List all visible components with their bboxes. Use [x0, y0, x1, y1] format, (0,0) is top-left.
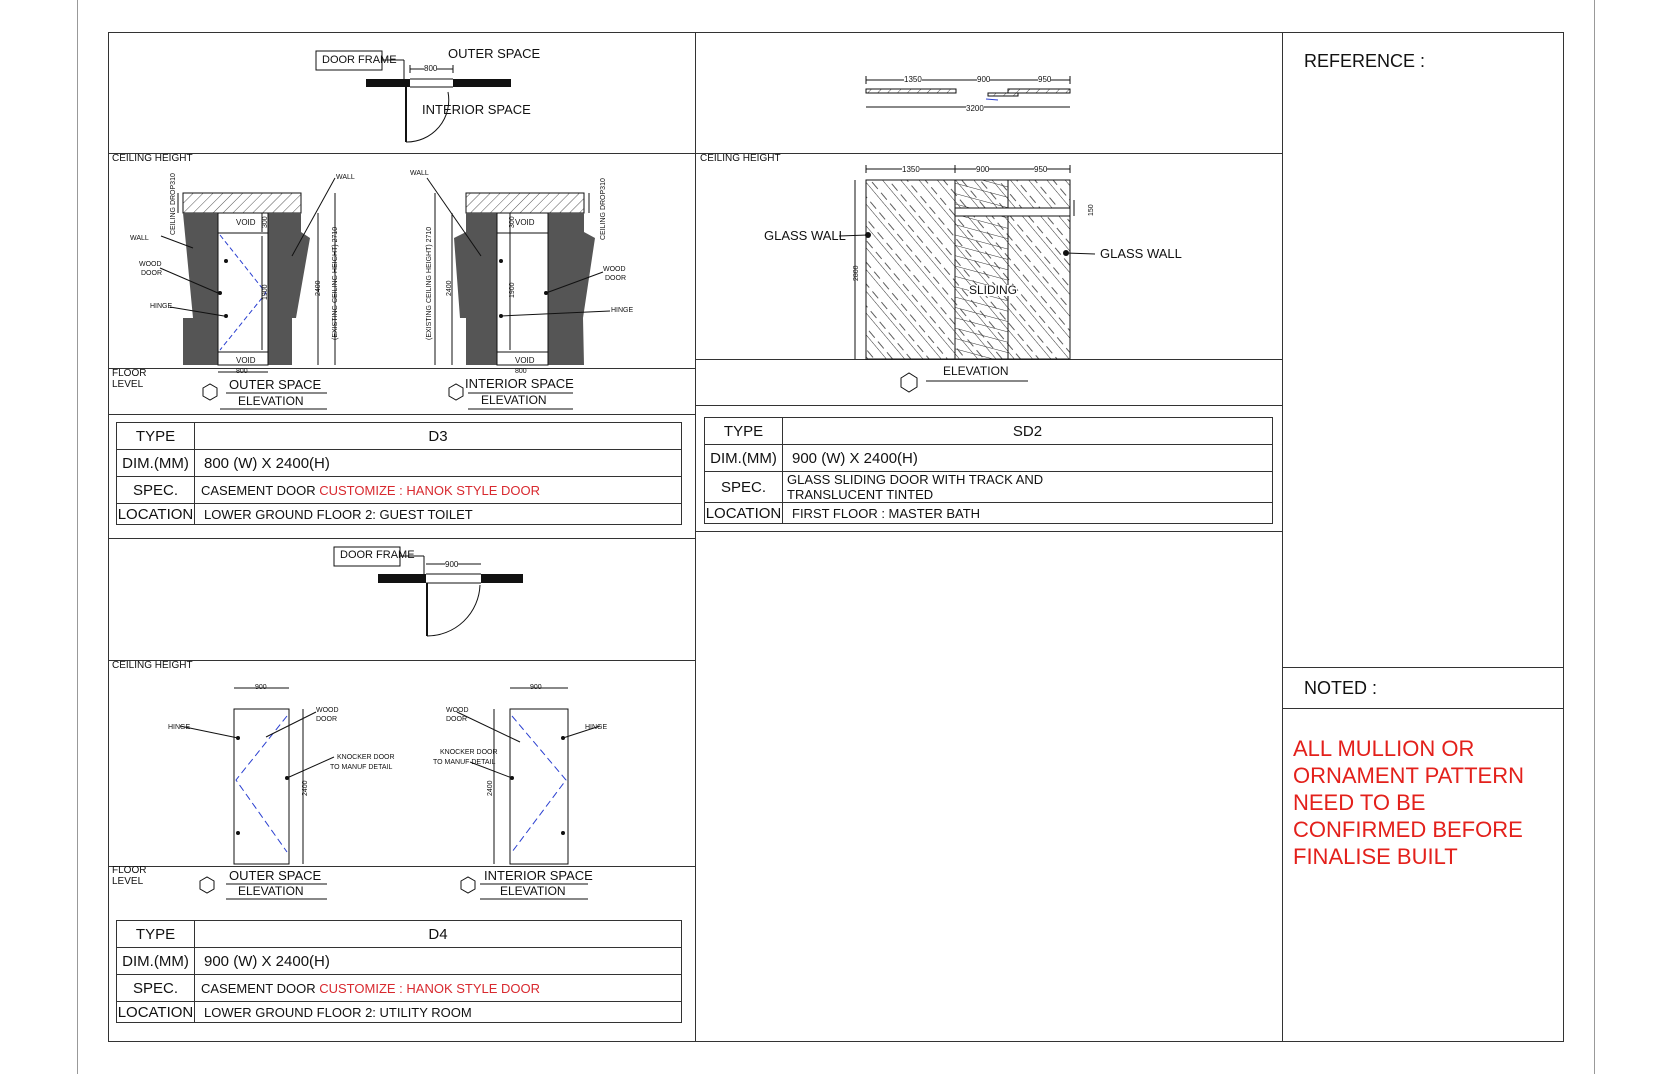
hinge-label: HINGE	[150, 303, 173, 310]
height-label: 300	[509, 216, 516, 228]
wood-door-label: WOOD	[603, 266, 626, 273]
table-row	[705, 472, 1273, 503]
dim-value: 800 (W) X 2400(H)	[195, 450, 682, 477]
note-line: NEED TO BE	[1293, 790, 1426, 815]
outer-space-title: OUTER SPACE	[229, 377, 322, 392]
hinge-label: HINGE	[168, 724, 191, 731]
elevation-subtitle: ELEVATION	[943, 364, 1009, 378]
floor-level-label: FLOOR	[112, 368, 147, 379]
wall-label: WALL	[130, 235, 149, 242]
table-row	[117, 1002, 682, 1023]
height-label: 2400	[446, 280, 453, 296]
height-label: 2800	[853, 265, 860, 281]
dim-key: DIM.(MM)	[117, 948, 195, 975]
spec-key: SPEC.	[705, 472, 783, 503]
spec-value	[195, 477, 682, 504]
door-frame-label: DOOR FRAME	[322, 54, 397, 66]
floor-level-label: LEVEL	[112, 379, 144, 390]
location-key: LOCATION	[117, 1003, 194, 1021]
floor-level-label: LEVEL	[112, 876, 144, 887]
table-row	[117, 975, 682, 1002]
sd2-spec-table	[704, 417, 1273, 524]
wood-door-label: DOOR	[605, 275, 626, 282]
sd2-elevation	[839, 165, 1095, 392]
dim-value: 900 (W) X 2400(H)	[195, 948, 682, 975]
spec-custom-text: CUSTOMIZE : HANOK STYLE DOOR	[319, 482, 541, 498]
existing-ceiling-label: (EXISTING CEILING HEIGHT) 2710	[426, 226, 433, 340]
wall-label: WALL	[410, 170, 429, 177]
knocker-label: TO MANUF DETAIL	[433, 759, 496, 766]
knocker-label: TO MANUF DETAIL	[330, 764, 393, 771]
location-key: LOCATION	[705, 504, 782, 522]
spec-text: CASEMENT DOOR	[201, 980, 316, 996]
wood-door-label: WOOD	[139, 261, 162, 268]
dimension-label: 1350	[904, 75, 922, 84]
table-row	[117, 948, 682, 975]
location-key: LOCATION	[117, 505, 194, 523]
table-row	[705, 503, 1273, 524]
type-key: TYPE	[705, 418, 783, 445]
void-label: VOID	[236, 218, 256, 227]
noted-heading: NOTED :	[1304, 678, 1378, 698]
glass-wall-label: GLASS WALL	[764, 228, 846, 243]
spec-line: GLASS SLIDING DOOR WITH TRACK AND	[787, 472, 1044, 487]
wall-label: WALL	[336, 174, 355, 181]
spec-text: CASEMENT DOOR	[201, 482, 316, 498]
location-value: FIRST FLOOR : MASTER BATH	[783, 503, 1273, 524]
wood-door-label: DOOR	[446, 716, 467, 723]
outer-space-title: OUTER SPACE	[229, 868, 322, 883]
wall-left	[366, 79, 410, 87]
dimension-label: 900	[977, 75, 991, 84]
table-row	[117, 477, 682, 504]
dimension-label: 900	[445, 560, 459, 569]
elevation-subtitle: ELEVATION	[500, 884, 566, 898]
note-line: ALL MULLION OR	[1293, 736, 1475, 761]
location-value: LOWER GROUND FLOOR 2: GUEST TOILET	[195, 504, 682, 525]
spec-line: TRANSLUCENT TINTED	[787, 487, 934, 502]
spec-custom-text: CUSTOMIZE : HANOK STYLE DOOR	[319, 980, 541, 996]
floor-level-label: FLOOR	[112, 865, 147, 876]
spec-key: SPEC.	[117, 477, 195, 504]
elevation-subtitle: ELEVATION	[481, 393, 547, 407]
outer-space-label: OUTER SPACE	[448, 46, 541, 61]
type-value: SD2	[783, 418, 1273, 445]
table-row	[117, 921, 682, 948]
height-label: 2400	[302, 780, 309, 796]
note-line: CONFIRMED BEFORE	[1293, 817, 1523, 842]
wood-door-label: WOOD	[446, 707, 469, 714]
width-label: 800	[236, 368, 248, 375]
width-label: 900	[255, 684, 267, 691]
knocker-label: KNOCKER DOOR	[337, 754, 395, 761]
void-label: VOID	[236, 356, 256, 365]
type-value: D3	[195, 423, 682, 450]
dim-key: DIM.(MM)	[705, 445, 783, 472]
spec-value	[783, 472, 1273, 503]
ceiling-drop-label: CEILING DROP310	[600, 178, 607, 240]
wood-door-label: WOOD	[316, 707, 339, 714]
dimension-label: 1350	[902, 165, 920, 174]
wood-door-label: DOOR	[316, 716, 337, 723]
elevation-subtitle: ELEVATION	[238, 394, 304, 408]
type-value: D4	[195, 921, 682, 948]
void-label: VOID	[515, 218, 535, 227]
table-row	[705, 418, 1273, 445]
ceiling-height-label: CEILING HEIGHT	[700, 153, 781, 164]
table-row	[117, 504, 682, 525]
note-line: FINALISE BUILT	[1293, 844, 1458, 869]
type-key: TYPE	[117, 423, 195, 450]
location-value: LOWER GROUND FLOOR 2: UTILITY ROOM	[195, 1002, 682, 1023]
height-label: 1900	[509, 282, 516, 298]
type-key: TYPE	[117, 921, 195, 948]
wood-door-label: DOOR	[141, 270, 162, 277]
ceiling-drop-label: CEILING DROP310	[170, 173, 177, 235]
dim-key: DIM.(MM)	[117, 450, 195, 477]
construction-note	[1293, 735, 1558, 870]
d3-spec-table	[116, 422, 682, 525]
width-label: 900	[530, 684, 542, 691]
width-label: 800	[515, 368, 527, 375]
interior-space-title: INTERIOR SPACE	[484, 868, 593, 883]
height-label: 300	[262, 216, 269, 228]
spec-key: SPEC.	[117, 975, 195, 1002]
note-line: ORNAMENT PATTERN	[1293, 763, 1525, 788]
height-label: 150	[1088, 204, 1095, 216]
dimension-label: 900	[976, 165, 990, 174]
table-row	[705, 445, 1273, 472]
knocker-label: KNOCKER DOOR	[440, 749, 498, 756]
existing-ceiling-label: (EXISTING CEILING HEIGHT) 2710	[332, 226, 339, 340]
dimension-label: 3200	[966, 104, 984, 113]
dim-value: 900 (W) X 2400(H)	[783, 445, 1273, 472]
height-label: 2400	[315, 280, 322, 296]
sliding-label: SLIDING	[969, 283, 1018, 297]
elevation-subtitle: ELEVATION	[238, 884, 304, 898]
hinge-label: HINGE	[585, 724, 608, 731]
interior-space-title: INTERIOR SPACE	[465, 376, 574, 391]
height-label: 1900	[262, 284, 269, 300]
hinge-label: HINGE	[611, 307, 634, 314]
dimension-label: 950	[1034, 165, 1048, 174]
d4-spec-table	[116, 920, 682, 1023]
door-frame-label: DOOR FRAME	[340, 549, 415, 561]
wall-right	[453, 79, 511, 87]
void-label: VOID	[515, 356, 535, 365]
reference-heading: REFERENCE :	[1304, 51, 1426, 71]
ceiling-height-label: CEILING HEIGHT	[112, 153, 193, 164]
table-row	[117, 423, 682, 450]
interior-space-label: INTERIOR SPACE	[422, 102, 531, 117]
ceiling-height-label: CEILING HEIGHT	[112, 660, 193, 671]
glass-wall-label: GLASS WALL	[1100, 246, 1182, 261]
spec-value	[195, 975, 682, 1002]
dimension-label: 950	[1038, 75, 1052, 84]
height-label: 2400	[487, 780, 494, 796]
table-row	[117, 450, 682, 477]
dimension-label: 800	[424, 64, 438, 73]
